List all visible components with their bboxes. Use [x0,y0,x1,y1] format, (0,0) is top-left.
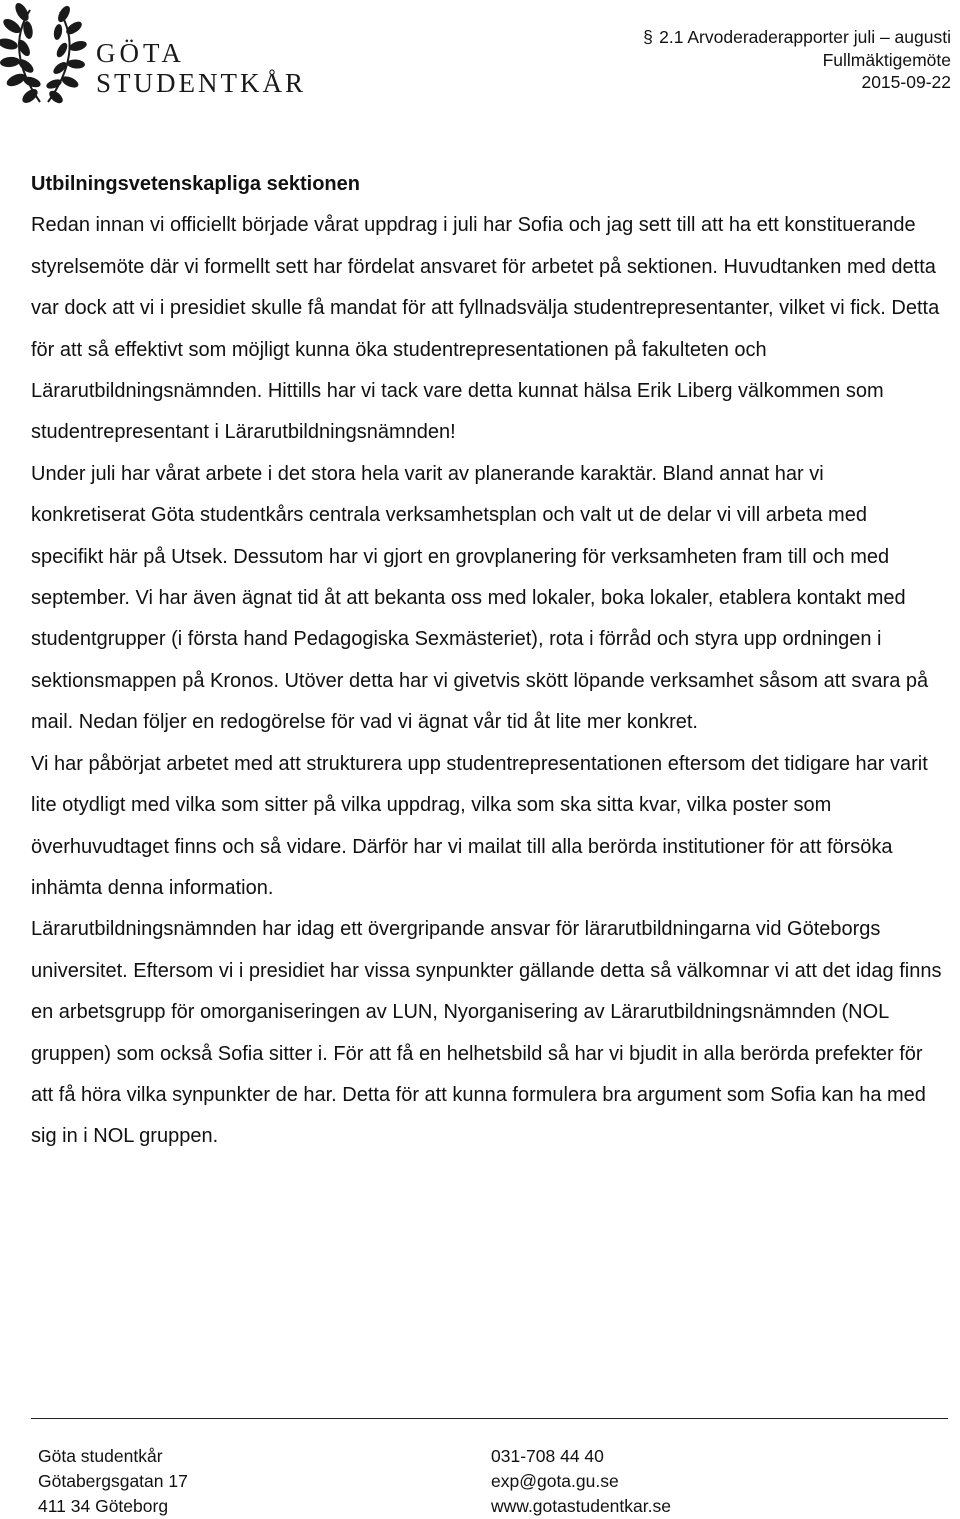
footer-org-name: Göta studentkår [38,1446,163,1466]
paragraph-3: Vi har påbörjat arbetet med att strukturera upp studentrepresentationen eftersom det tidigare har varit lite otydligt med vilka som sitter på vilka uppdrag, vilka som ska sitta kvar, vilka poster som överhuvudtaget finns och så vidare. Därför har vi mailat till alla berörda institutioner för att försöka inhämta denna information. [31,752,928,899]
logo-text-line1: GÖTA [96,38,185,68]
paragraph-2: Under juli har vårat arbete i det stora hela varit av planerande karaktär. Bland annat har vi konkretiserat Göta studentkårs centrala verksamhetsplan och valt ut de delar vi vill arbeta med specifikt här på Utsek. Dessutom har vi gjort en grovplanering för verksamheten fram till och med september. Vi har även ägnat tid åt att bekanta oss med lokaler, boka lokaler, etablera kontakt med studentgrupper (i första hand Pedagogiska Sexmästeriet), rota i förråd och styra upp ordningen i sektionsmappen på Kronos. Utöver detta har vi givetvis skött löpande verksamhet såsom att svara på mail. Nedan följer en redogörelse för vad vi ägnat vår tid åt lite mer konkret. [31,462,929,734]
section-heading: Utbilningsvetenskapliga sektionen [31,173,360,195]
footer-divider [31,1418,948,1419]
footer-street: Götabergsgatan 17 [38,1471,188,1491]
document-title: 2.1 Arvoderaderapporter juli – augusti [659,27,951,47]
document-header [643,26,951,94]
logo-text-line2: STUDENTKÅR [96,68,306,98]
footer-phone: 031-708 44 40 [491,1446,604,1466]
meeting-name: Fullmäktigemöte [822,49,951,70]
document-body [31,164,943,1158]
meeting-date: 2015-09-22 [861,72,951,92]
footer-website: www.gotastudentkar.se [491,1496,671,1516]
logo [0,0,306,110]
paragraph-4: Lärarutbildningsnämnden har idag ett övergripande ansvar för lärarutbildningarna vid Göteborgs universitet. Eftersom vi i presidiet har vissa synpunkter gällande detta så välkomnar vi att det idag finns en arbetsgrupp för omorganiseringen av LUN, Nyorganisering av Lärarutbildningsnämnden (NOL gruppen) som också Sofia sitter i. För att få en helhetsbild så har vi bjudit in alla berörda prefekter för att få höra vilka synpunkter de har. Detta för att kunna formulera bra argument som Sofia kan ha med sig in i NOL gruppen. [31,918,942,1148]
paragraph-1: Redan innan vi officiellt började vårat uppdrag i juli har Sofia och jag sett till att ha ett konstituerande styrelsemöte där vi formellt sett har fördelat ansvaret för arbetet på sektionen. Huvudtanken med detta var dock att vi i presidiet skulle få mandat för att fyllnadsvälja studentrepresentanter, vilket vi fick. Detta för att så effektivt som möjligt kunna öka studentrepresentationen på fakulteten och Lärarutbildningsnämnden. Hittills har vi tack vare detta kunnat hälsa Erik Liberg välkommen som studentrepresentant i Lärarutbildningsnämnden! [31,214,940,444]
footer-contact [491,1444,671,1519]
footer-postal: 411 34 Göteborg [38,1496,169,1516]
footer-address [38,1444,188,1519]
wreath-icon [0,0,92,106]
document-title-line [643,26,951,49]
section-sign: § [643,27,653,47]
footer-email: exp@gota.gu.se [491,1471,619,1491]
